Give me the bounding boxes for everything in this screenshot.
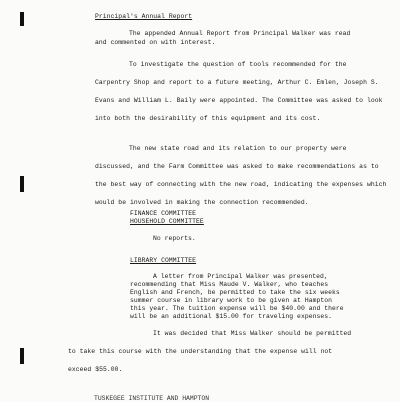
paragraph-4-line-4: summer course in library work to be given at Hampton [130,297,333,304]
paragraph-4-line-3: English and French, be permitted to take the six weeks [130,289,340,296]
paragraph-3-line-4: would be involved in making the connection recommended. [95,199,309,206]
paragraph-1-line-1: The appended Annual Report from Principal Walker was read [129,30,351,37]
paragraph-1-line-2: and commented on with interest. [95,39,216,46]
cut-off-heading: TUSKEGEE INSTITUTE AND HAMPTON [94,395,210,402]
paragraph-2-line-2: Carpentry Shop and report to a future meeting, Arthur C. Emlen, Joseph S. [95,79,379,86]
paragraph-4-line-5: this year. The tuition expense will be $40.00 and there [130,305,344,312]
paragraph-3-line-2: discussed, and the Farm Committee was asked to make recommendations as to [95,163,379,170]
paragraph-5-line-2: to take this course with the understanding that the expense will not [68,348,333,355]
paragraph-3-line-1: The new state road and its relation to our property were [129,145,347,152]
paragraph-4-line-1: A letter from Principal Walker was presented, [153,273,328,280]
margin-mark-middle [20,176,24,192]
section-heading-principals-report: Principal's Annual Report [95,13,193,20]
paragraph-5-line-1: It was decided that Miss Walker should be permitted [153,330,352,337]
no-reports-text: No reports. [153,235,196,242]
paragraph-2-line-3: Evans and William L. Baily were appointed. The Committee was asked to look [95,97,383,104]
paragraph-4-line-2: recommending that Miss Maude V. Walker, who teaches [130,281,329,288]
paragraph-4-line-6: will be an additional $15.00 for traveling expenses. [130,313,333,320]
finance-committee-heading: FINANCE COMMITTEE [130,210,197,217]
paragraph-2-line-1: To investigate the question of tools recommended for the [129,61,347,68]
paragraph-3-line-3: the best way of connecting with the new road, indicating the expenses which [95,181,387,188]
household-committee-heading: HOUSEHOLD COMMITTEE [130,218,204,225]
paragraph-2-line-4: into both the desirability of this equipment and its cost. [95,115,321,122]
library-committee-heading: LIBRARY COMMITTEE [130,257,197,264]
margin-mark-bottom [20,348,24,364]
margin-mark-top [20,12,24,26]
paragraph-5-line-3: exceed $55.00. [68,366,123,373]
